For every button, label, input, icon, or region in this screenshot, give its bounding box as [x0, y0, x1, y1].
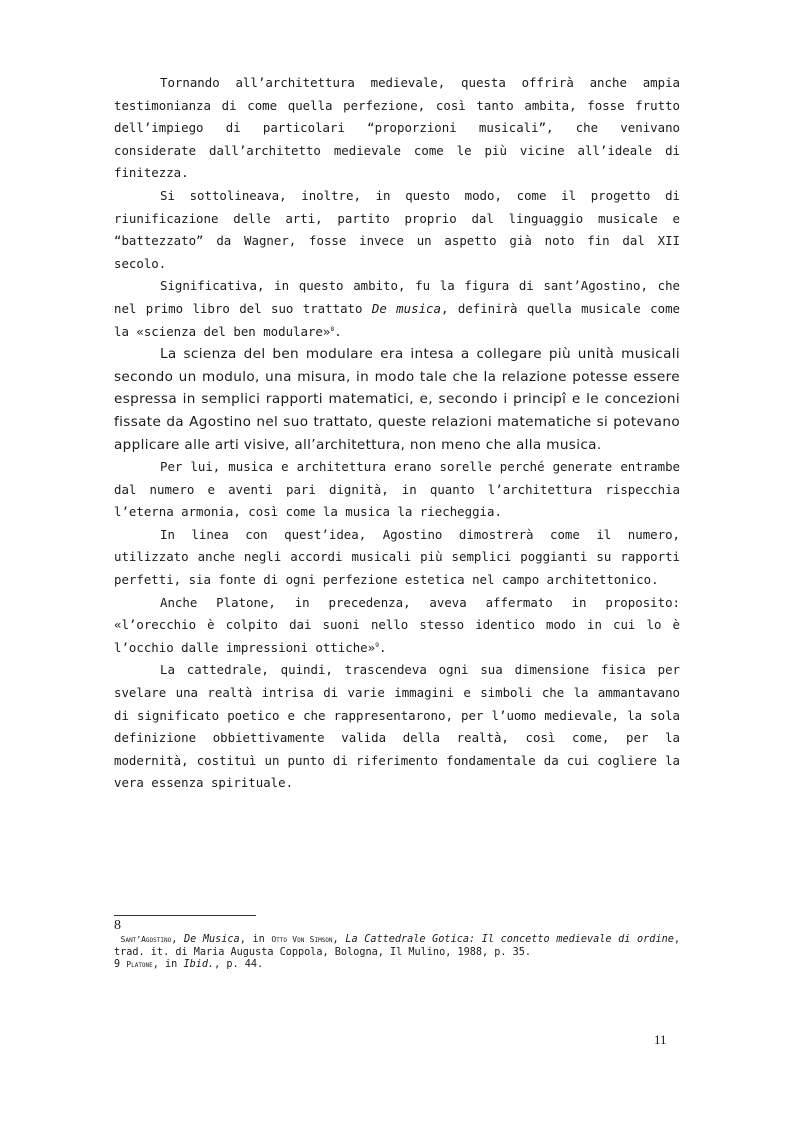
paragraph-4: La scienza del ben modulare era intesa a collegare più unità musicali secondo un modulo, una misura, in modo tale che la relazione potesse essere espressa in semplici rapporti matematici, e, secondo i principî e le concezioni fissate da Agostino nel suo trattato, queste relazioni matematiche si potevano applicare alle arti visive, all’architettura, non meno che alla musica.	[114, 346, 680, 453]
paragraph-7-end: .	[379, 639, 387, 655]
paragraph-3-title: De musica	[371, 300, 441, 316]
footnote-8	[114, 934, 680, 959]
footnote-8-title: De Musica	[183, 934, 240, 945]
footnote-8-author: Sant’Agostino	[120, 935, 172, 944]
footnote-separator	[114, 915, 256, 916]
footnote-9	[114, 959, 680, 972]
footnote-8-sep: ,	[171, 934, 184, 945]
footnotes	[114, 934, 680, 972]
footnote-8-in: , in	[239, 934, 272, 945]
body-text	[114, 72, 680, 795]
paragraph-7-text: Anche Platone, in precedenza, aveva affermato in proposito: «l’orecchio è colpito dai suoni nello stesso identico modo in cui lo è l’occhio dalle impressioni ottiche»	[114, 594, 680, 655]
paragraph-6: In linea con quest’idea, Agostino dimostrerà come il numero, utilizzato anche negli accordi musicali più semplici poggianti su rapporti perfetti, sia fonte di ogni perfezione estetica nel campo architettonico.	[114, 526, 680, 588]
footnote-9-title: Ibid.	[183, 959, 215, 971]
paragraph-8: La cattedrale, quindi, trascendeva ogni sua dimensione fisica per svelare una realtà intrisa di varie immagini e simboli che la ammantavano di significato poetico e che rappresentarono, per l’uomo medievale, la sola definizione obbiettivamente valida della realtà, così come, per la modernità, costituì un punto di riferimento fondamentale da cui cogliere la vera essenza spirituale.	[114, 662, 680, 791]
footnote-ref-8[interactable]: 8	[330, 324, 335, 333]
footnote-9-in: , in	[152, 959, 184, 971]
footnote-8-title-2: La Cattedrale Gotica: Il concetto medievale di ordine	[345, 934, 674, 945]
paragraph-2: Si sottolineava, inoltre, in questo modo, come il progetto di riunificazione delle arti, partito proprio dal linguaggio musicale e “battezzato” da Wagner, fosse invece un aspetto già noto fin dal XII secolo.	[114, 187, 680, 271]
footnote-ref-9[interactable]: 9	[375, 640, 380, 649]
footnote-8-author-2: Otto Von Simson	[271, 935, 333, 944]
footnote-9-marker: 9	[114, 959, 127, 971]
paragraph-3-text-b: , definirà quella musicale come la «scienza del ben modulare»	[114, 300, 680, 339]
footnote-8-sep-2: ,	[332, 934, 346, 945]
footnote-9-author: Platone	[126, 960, 153, 970]
page-number: 11	[654, 1032, 667, 1047]
footnote-8-rest: , trad. it. di Maria Augusta Coppola, Bologna, Il Mulino, 1988, p. 35.	[114, 934, 680, 958]
footnote-8-marker: 8	[114, 918, 121, 933]
paragraph-3	[114, 275, 680, 343]
paragraph-5: Per lui, musica e architettura erano sorelle perché generate entrambe dal numero e aventi pari dignità, in quanto l’architettura rispecchia l’eterna armonia, così come la musica la riecheggia.	[114, 459, 680, 520]
paragraph-1: Tornando all’architettura medievale, questa offrirà anche ampia testimonianza di come quella perfezione, così tanto ambita, fosse frutto dell’impiego di particolari “proporzioni musicali”, che venivano considerate dall’architetto medievale come le più vicine all’ideale di finitezza.	[114, 75, 680, 181]
paragraph-3-end: .	[334, 323, 342, 339]
paragraph-3-text-a: Significativa, in questo ambito, fu la figura di sant’Agostino, che nel primo libro del suo trattato	[114, 278, 680, 316]
paragraph-7	[114, 592, 680, 660]
footnote-9-rest: , p. 44.	[214, 959, 264, 971]
